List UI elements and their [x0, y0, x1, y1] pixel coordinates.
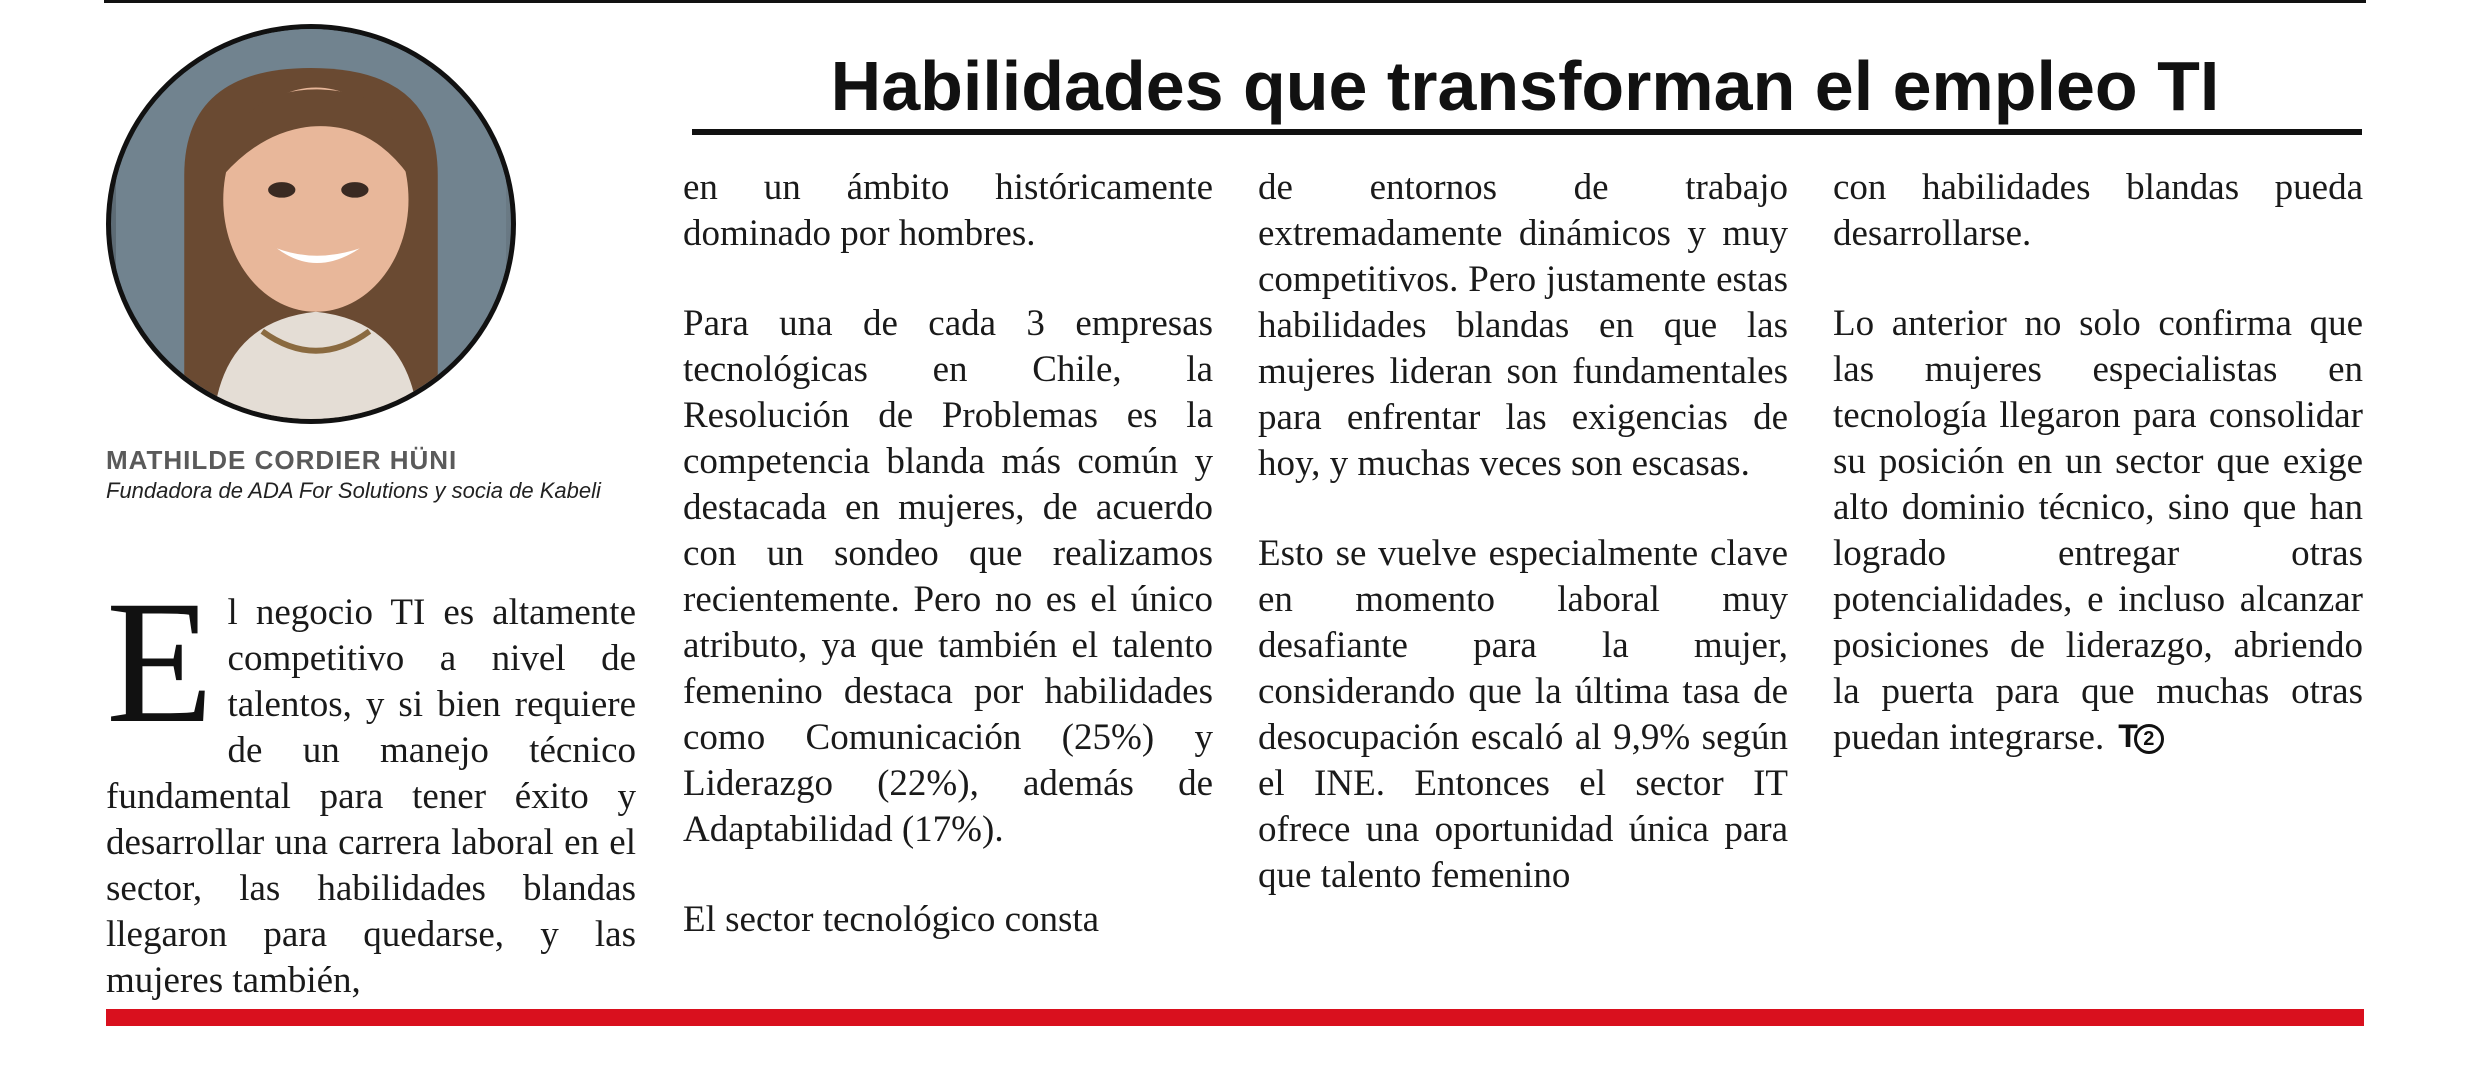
paragraph: Para una de cada 3 empresas tecnológicas en Chile, la Resolución de Problemas es la competencia blanda más común y destacada en mujeres, de acuerdo con un sondeo que realizamos recientemente. Pero no es el único atributo, ya que también el talento femenino destaca por habilidades como Comunicación (25%) y Liderazgo (22%), además de Adaptabilidad (17%). — [683, 303, 1213, 850]
paragraph: con habilidades blandas pueda desarrollarse. — [1833, 167, 2363, 254]
text-column-4 — [1833, 165, 2363, 805]
paragraph-text: Lo anterior no solo confirma que las mujeres especialistas en tecnología llegaron para consolidar su posición en un sector que exige alto dominio técnico, sino que han logrado entregar otras potencialidades, e incluso alcanzar posiciones de liderazgo, abriendo la puerta para que muchas otras puedan integrarse. — [1833, 303, 2363, 758]
paragraph — [106, 565, 636, 1004]
author-photo — [106, 24, 516, 424]
end-of-article-logo-icon — [2118, 719, 2164, 754]
text-column-3 — [1258, 165, 1788, 943]
paragraph: de entornos de trabajo extremadamente dinámicos y muy competitivos. Pero justamente estas habilidades blandas en que las mujeres lideran son fundamentales para enfrentar las exigencias de hoy, y muchas veces son escasas. — [1258, 167, 1788, 484]
paragraph: en un ámbito históricamente dominado por hombres. — [683, 167, 1213, 254]
paragraph: El sector tecnológico consta — [683, 899, 1100, 940]
top-divider — [104, 0, 2366, 3]
text-column-2 — [683, 165, 1213, 987]
paragraph — [1833, 301, 2363, 761]
paragraph-text: l negocio TI es altamente competitivo a nivel de talentos, y si bien requiere de un manejo técnico fundamental para tener éxito y desarrollar una carrera laboral en el sector, las habilidades blandas llegaron para quedarse, y las mujeres también, — [106, 592, 636, 1001]
end-mark-number: 2 — [2134, 724, 2164, 754]
drop-cap: E — [106, 565, 214, 760]
text-column-1 — [106, 565, 636, 1048]
bottom-accent-rule — [106, 1009, 2364, 1026]
end-mark-letter: T — [2118, 718, 2138, 754]
article-headline: Habilidades que transforman el empleo TI — [830, 47, 2220, 125]
author-role: Fundadora de ADA For Solutions y socia de Kabeli — [106, 478, 601, 503]
portrait-image — [111, 29, 511, 419]
headline-underline — [692, 129, 2362, 135]
paragraph: Esto se vuelve especialmente clave en momento laboral muy desafiante para la mujer, considerando que la última tasa de desocupación escaló al 9,9% según el INE. Entonces el sector IT ofrece una oportunidad única para que talento femenino — [1258, 533, 1788, 896]
author-name: MATHILDE CORDIER HÜNI — [106, 445, 458, 475]
